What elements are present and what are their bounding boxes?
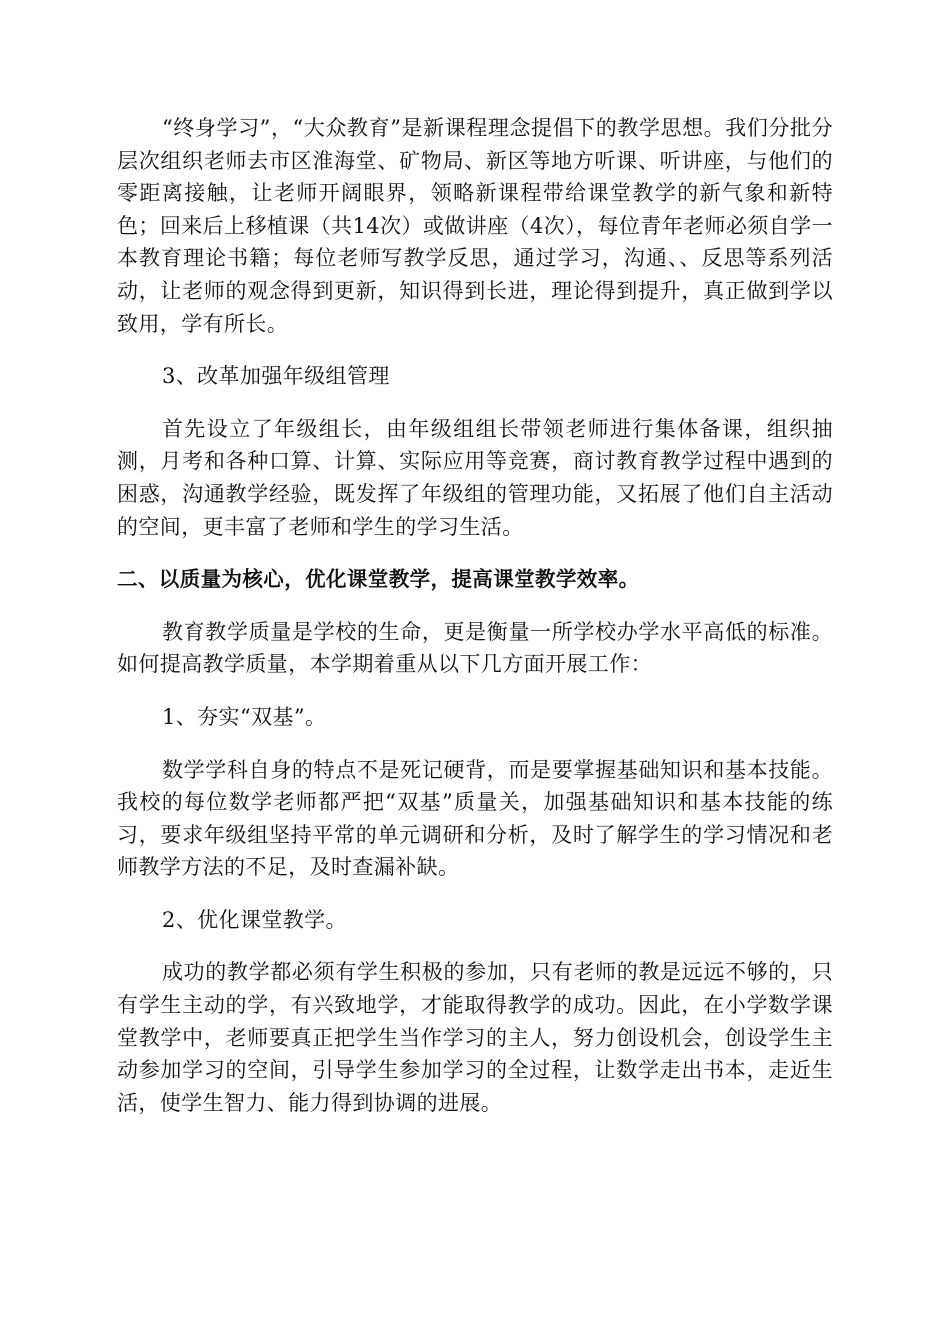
subheading-grade-group-management: 3、改革加强年级组管理 xyxy=(162,364,390,389)
paragraph-successful-teaching: 成功的教学都必须有学生积极的参加，只有老师的教是远远不够的，只有学生主动的学，有兴致地学，才能取得教学的成功。因此，在小学数学课堂教学中，老师要真正把学生当作学习的主人，努力创设机会，创设学生主动参加学习的空间，引导学生参加学习的全过程，让数学走出书本，走近生活，使学生智力、能力得到协调的进展。 xyxy=(117,960,833,1115)
paragraph-grade-group-leader: 首先设立了年级组长，由年级组组长带领老师进行集体备课，组织抽测，月考和各种口算、计算、实际应用等竞赛，商讨教育教学过程中遇到的困惑，沟通教学经验，既发挥了年级组的管理功能，又拓展了他们自主活动的空间，更丰富了老师和学生的学习生活。 xyxy=(117,416,833,539)
paragraph-lifelong-learning: “终身学习”，“大众教育”是新课程理念提倡下的教学思想。我们分批分层次组织老师去市区淮海堂、矿物局、新区等地方听课、听讲座，与他们的零距离接触，让老师开阔眼界，领略新课程带给课堂教学的新气象和新特色；回来后上移植课（共14次）或做讲座（4次），每位青年老师必须自学一本教育理论书籍；每位老师写教学反思，通过学习，沟通、、反思等系列活动，让老师的观念得到更新，知识得到长进，理论得到提升，真正做到学以致用，学有所长。 xyxy=(117,116,833,336)
paragraph-teaching-quality: 教育教学质量是学校的生命，更是衡量一所学校办学水平高低的标准。如何提高教学质量，本学期着重从以下几方面开展工作： xyxy=(117,619,833,677)
subheading-double-basics: 1、夯实“双基”。 xyxy=(162,704,327,729)
section-heading-quality: 二、以质量为核心，优化课堂教学，提高课堂教学效率。 xyxy=(117,567,640,592)
paragraph-math-basics: 数学学科自身的特点不是死记硬背，而是要掌握基础知识和基本技能。我校的每位数学老师都严把“双基”质量关，加强基础知识和基本技能的练习，要求年级组坚持平常的单元调研和分析，及时了解学生的学习情况和老师教学方法的不足，及时查漏补缺。 xyxy=(117,757,833,880)
subheading-optimize-classroom: 2、优化课堂教学。 xyxy=(162,907,347,932)
document-page xyxy=(117,112,833,1139)
